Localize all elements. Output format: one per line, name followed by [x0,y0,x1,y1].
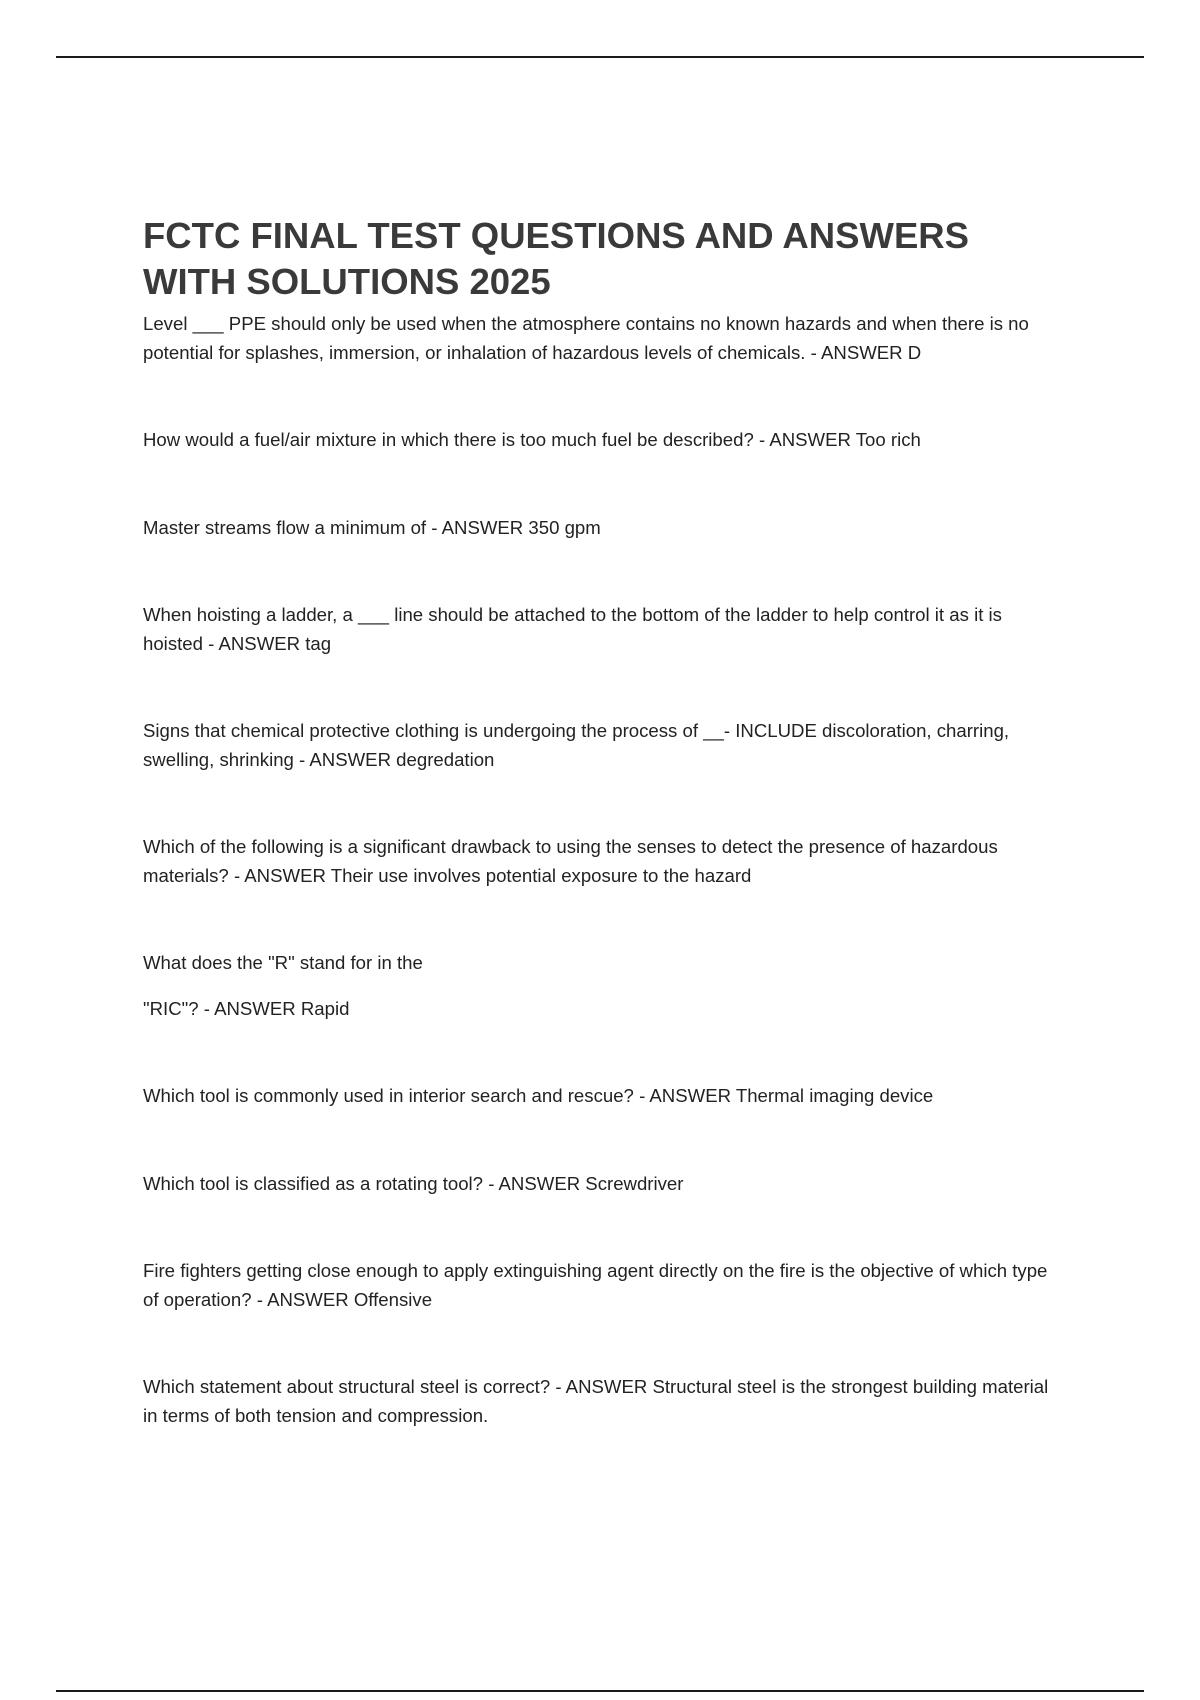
bottom-divider [56,1690,1144,1692]
answer-text: - ANSWER 350 gpm [426,517,601,538]
question-text: Signs that chemical protective clothing is undergoing the process of __- INCLUDE discoloration, charring, swelling, shrinking [143,720,1010,770]
qa-item [143,1082,1063,1111]
document-title: FCTC FINAL TEST QUESTIONS AND ANSWERS WITH SOLUTIONS 2025 [143,215,969,302]
question-text-line-1: What does the "R" stand for in the [143,952,423,973]
answer-text: - ANSWER Structural steel is the strongest building material in terms of both tension and compression. [143,1376,1048,1426]
document-body [143,213,1063,1430]
qa-item [143,1170,1063,1199]
answer-text: - ANSWER tag [203,633,331,654]
qa-item [143,1257,1063,1314]
question-text: "RIC"? [143,997,199,1019]
qa-item [143,717,1063,774]
qa-item [143,1373,1063,1430]
question-text: How would a fuel/air mixture in which there is too much fuel be described? [143,429,754,450]
qa-item [143,833,1063,890]
qa-list [143,310,1063,1430]
answer-text: - ANSWER Screwdriver [483,1173,683,1194]
question-text: Fire fighters getting close enough to apply extinguishing agent directly on the fire is the objective of which type of operation? [143,1260,1048,1310]
answer-text: - ANSWER D [805,342,921,363]
question-text: Which tool is classified as a rotating tool? [143,1172,484,1194]
qa-item [143,601,1063,658]
question-text: When hoisting a ladder, a ___ line should be attached to the bottom of the ladder to help control it as it is hoisted [143,604,1002,654]
answer-text: - ANSWER Offensive [252,1289,432,1310]
question-text: Which tool is commonly used in interior search and rescue? [143,1085,634,1106]
answer-text: - ANSWER Thermal imaging device [634,1085,933,1106]
qa-item [143,426,1063,455]
question-text: Master streams flow a minimum of [143,516,427,538]
qa-item [143,514,1063,543]
qa-item [143,310,1063,367]
qa-item [143,949,1063,1023]
answer-text: - ANSWER degredation [294,749,495,770]
answer-text: - ANSWER Rapid [199,998,350,1019]
answer-text: - ANSWER Too rich [754,429,921,450]
question-text: Which statement about structural steel is correct? [143,1376,551,1397]
answer-text: - ANSWER Their use involves potential exposure to the hazard [229,865,752,886]
top-divider [56,56,1144,58]
question-text: Level ___ PPE should only be used when the atmosphere contains no known hazards and when there is no potential for splashes, immersion, or inhalation of hazardous levels of chemicals. [143,313,1029,363]
question-text: Which of the following is a significant drawback to using the senses to detect the presence of hazardous materials? [143,836,998,886]
question-text-line-2 [143,995,1063,1024]
